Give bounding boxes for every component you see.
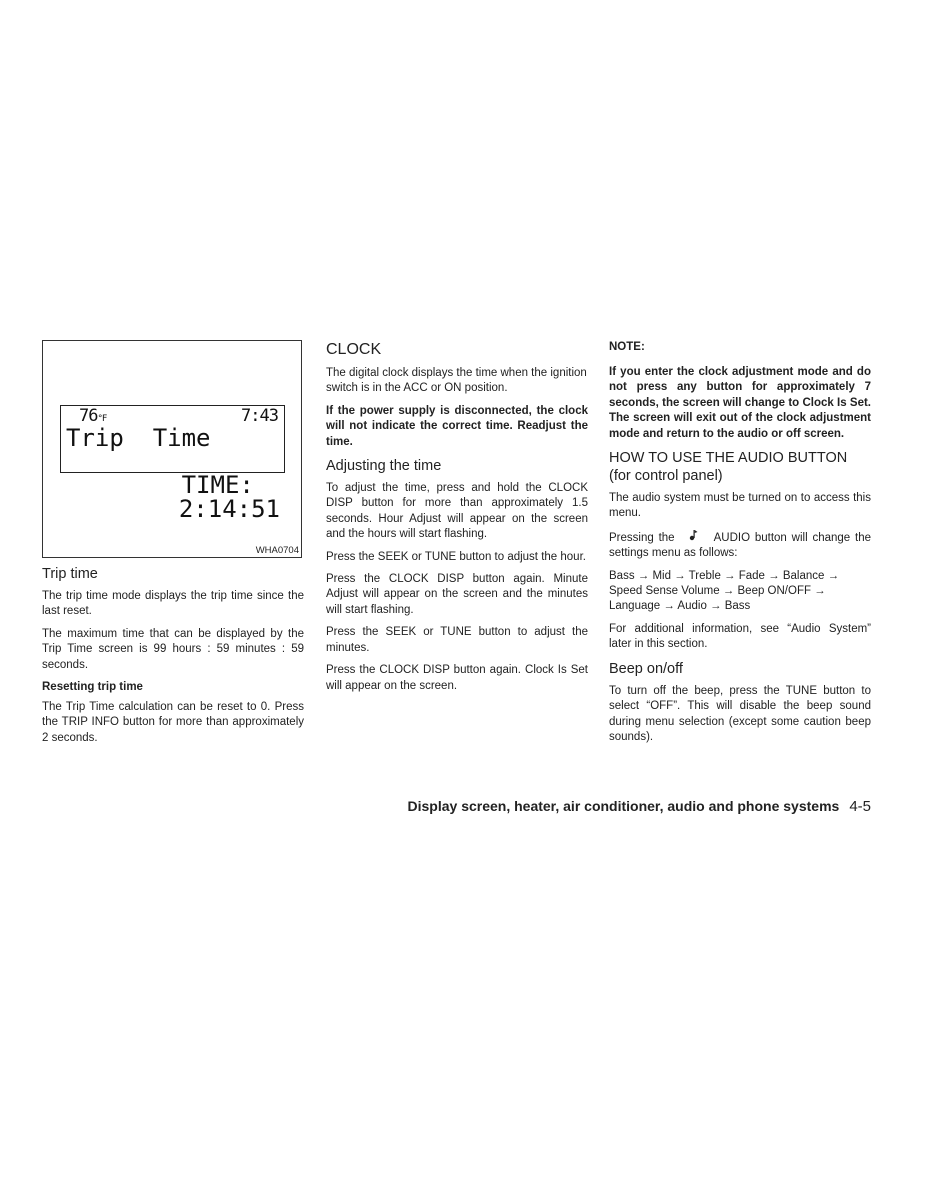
lcd-clock: 7:43: [241, 406, 278, 426]
text: Pressing the: [609, 531, 675, 544]
figure-code: WHA0704: [255, 545, 299, 556]
text: AUDIO button will change the settings menu as follows:: [609, 531, 872, 560]
lcd-temp-unit: °F: [97, 414, 107, 424]
lcd-time-row: [66, 449, 280, 545]
settings-sequence: Bass → Mid → Treble → Fade → Balance → Speed Sense Volume → Beep ON/OFF → Language → Audio → Bass: [609, 569, 840, 613]
paragraph: For additional information, see “Audio System” later in this section.: [609, 622, 871, 651]
clock-heading: CLOCK: [326, 341, 382, 358]
paragraph: Press the CLOCK DISP button again. Clock Is Set will appear on the screen.: [326, 664, 588, 692]
paragraph: To turn off the beep, press the TUNE button to select “OFF”. This will disable the beep sound during menu selection (except some caution beep sounds).: [609, 684, 871, 743]
lcd-temp-value: 76: [79, 406, 98, 426]
paragraph-audio-button: [609, 529, 871, 562]
warning-paragraph: If the power supply is disconnected, the clock will not indicate the correct time. Readjust the time.: [326, 404, 588, 448]
paragraph: The digital clock displays the time when the ignition switch is in the ACC or ON position.: [326, 367, 587, 395]
lcd-screen: [60, 405, 285, 523]
trip-time-display-figure: [42, 340, 302, 558]
page-footer: [408, 798, 872, 815]
audio-heading-line1: HOW TO USE THE AUDIO BUTTON: [609, 450, 848, 467]
lcd-time-label: TIME:: [181, 471, 254, 499]
section-title: Display screen, heater, air conditioner, audio and phone systems: [407, 798, 840, 814]
paragraph: Press the SEEK or TUNE button to adjust the minutes.: [326, 626, 588, 654]
column-middle: [326, 340, 588, 701]
page-number: 4-5: [849, 798, 871, 815]
note-label: NOTE:: [609, 341, 645, 353]
adjusting-time-heading: Adjusting the time: [326, 458, 442, 475]
paragraph: To adjust the time, press and hold the CLOCK DISP button for more than approximately 1.5 seconds. Hour Adjust will appear on the screen and the hours will start flashing.: [326, 482, 588, 541]
paragraph: Press the SEEK or TUNE button to adjust the hour.: [326, 550, 586, 563]
audio-heading-line2: (for control panel): [609, 468, 723, 485]
note-text: If you enter the clock adjustment mode and do not press any button for approximately 7 seconds, the screen will change to Clock Is Set. The screen will exit out of the clock adjustment mode and return to the audio or off screen.: [609, 366, 871, 440]
audio-note-icon: [679, 529, 709, 546]
trip-time-heading: Trip time: [42, 566, 98, 582]
beep-heading: Beep on/off: [609, 660, 683, 677]
paragraph: The maximum time that can be displayed by the Trip Time screen is 99 hours : 59 minutes : 59 seconds.: [42, 627, 304, 671]
audio-button-heading: [609, 449, 871, 485]
paragraph: The Trip Time calculation can be reset to 0. Press the TRIP INFO button for more than approximately 2 seconds.: [42, 701, 304, 744]
lcd-temperature: [79, 406, 106, 426]
paragraph: The trip time mode displays the trip time since the last reset.: [42, 590, 304, 618]
lcd-time-value: 2:14:51: [178, 495, 280, 523]
lcd-trip-time-label: Trip Time: [66, 424, 211, 452]
paragraph: The audio system must be turned on to access this menu.: [609, 492, 871, 520]
column-right: [609, 340, 871, 752]
column-left: [42, 340, 304, 753]
resetting-trip-time-heading: Resetting trip time: [42, 681, 143, 694]
paragraph: Press the CLOCK DISP button again. Minute Adjust will appear on the screen and the minutes will start flashing.: [326, 573, 588, 616]
